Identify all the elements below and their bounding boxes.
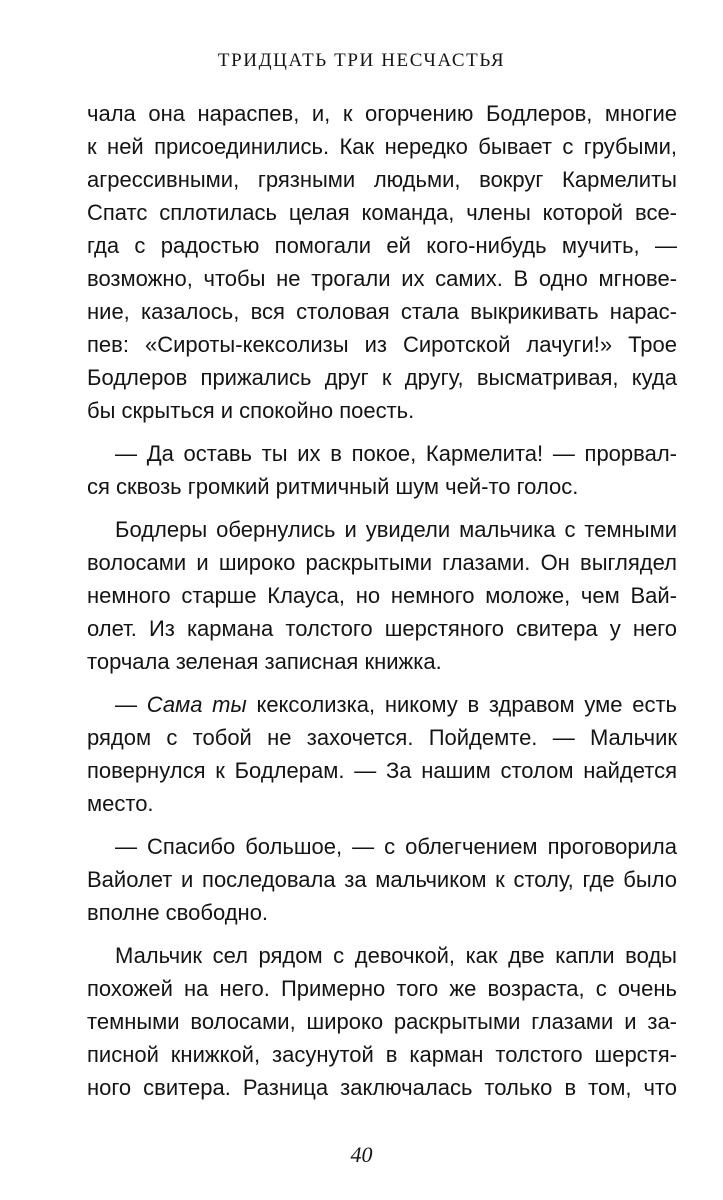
text-fragment: кексолизка, никому в здравом уме есть [246, 692, 677, 717]
text-line: агрессивными, грязными людьми, вокруг Кармелиты [87, 167, 677, 192]
dash: — [115, 692, 147, 717]
text-line: Спатс сплотилась целая команда, члены которой все- [87, 200, 677, 225]
paragraph-gap [87, 678, 677, 688]
text-line: чала она нараспев, и, к огорчению Бодлеров, многие [87, 101, 677, 126]
paragraph-gap [87, 503, 677, 513]
text-line: торчала зеленая записная книжка. [87, 649, 442, 674]
text-line: писной книжкой, засунутой в карман толстого шерстя- [87, 1042, 677, 1067]
text-line: Мальчик сел рядом с девочкой, как две капли воды [115, 943, 677, 968]
text-line: к ней присоединились. Как нередко бывает с грубыми, [87, 134, 677, 159]
paragraph-gap [87, 929, 677, 939]
italic-phrase: Сама ты [146, 692, 247, 717]
text-line: рядом с тобой не захочется. Пойдемте. — Мальчик [87, 725, 677, 750]
text-line: место. [87, 791, 154, 816]
paragraph-gap [87, 820, 677, 830]
text-line: похожей на него. Примерно того же возраста, с очень [87, 976, 677, 1001]
text-line: Вайолет и последовала за мальчиком к столу, где было [87, 867, 677, 892]
text-line: пев: «Сироты-кексолизы из Сиротской лачуги!» Трое [87, 332, 677, 357]
text-line: вполне свободно. [87, 900, 269, 925]
text-line: олет. Из кармана толстого шерстяного свитера у него [87, 616, 677, 641]
text-line: ние, казалось, вся столовая стала выкрикивать нарас- [87, 299, 677, 324]
text-line: возможно, чтобы не трогали их самих. В одно мгнове- [87, 266, 677, 291]
text-line: — Спасибо большое, — с облегчением проговорила [115, 834, 677, 859]
text-line: ся сквозь громкий ритмичный шум чей-то голос. [87, 474, 579, 499]
text-line: — Да оставь ты их в покое, Кармелита! — прорвал- [115, 441, 677, 466]
paragraph-gap [87, 427, 677, 437]
text-line: немного старше Клауса, но немного моложе, чем Вай- [87, 583, 677, 608]
text-line [87, 688, 677, 721]
text-line: Бодлеры обернулись и увидели мальчика с темными [115, 517, 677, 542]
text-line: повернулся к Бодлерам. — За нашим столом найдется [87, 758, 677, 783]
text-line: бы скрыться и спокойно поесть. [87, 398, 415, 423]
page-number: 40 [350, 1142, 373, 1167]
text-line: волосами и широко раскрытыми глазами. Он выглядел [87, 550, 677, 575]
body-text [87, 97, 677, 1104]
text-line: Бодлеров прижались друг к другу, высматривая, куда [87, 365, 677, 390]
text-line: темными волосами, широко раскрытыми глазами и за- [87, 1009, 677, 1034]
running-title: ТРИДЦАТЬ ТРИ НЕСЧАСТЬЯ [217, 50, 506, 71]
text-line: гда с радостью помогали ей кого-нибудь мучить, — [87, 233, 677, 258]
text-line: ного свитера. Разница заключалась только в том, что [87, 1075, 677, 1100]
